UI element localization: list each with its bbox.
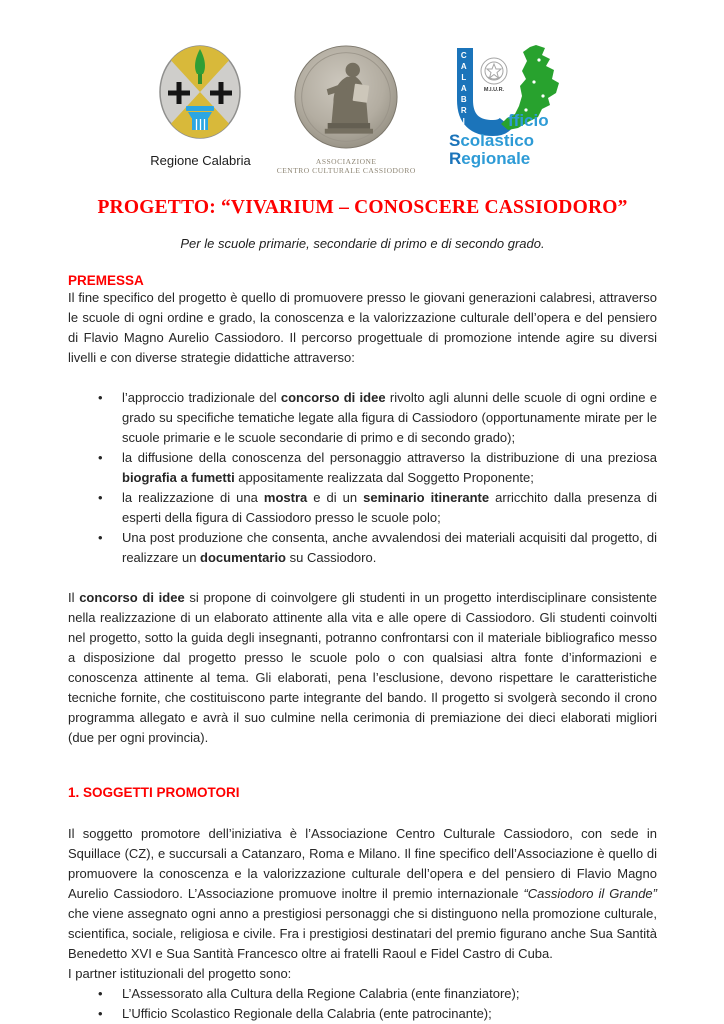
strategie-list	[68, 388, 657, 568]
logo-row	[0, 0, 724, 176]
logo-centro-culturale-cassiodoro	[277, 44, 416, 176]
svg-text:Regionale	[449, 149, 530, 168]
cassiodoro-medallion-icon	[293, 44, 399, 150]
soggetti-heading: 1. SOGGETTI PROMOTORI	[68, 785, 240, 800]
list-item-concorso: • l’approccio tradizionale del concorso di idee rivolto agli alunni delle scuole di ogni ordine e grado su specifiche tematiche legate alla figura di Cassiodoro (opportunamente mirate per le scuole primarie e le scuole secondarie di primo e di secondo grado);	[122, 388, 657, 448]
miur-label: M.I.U.R.	[483, 87, 504, 93]
premessa-intro-paragraph: Il fine specifico del progetto è quello di promuovere presso le giovani generazioni calabresi, attraverso le scuole di ogni ordine e grado, la conoscenza e la valorizzazione culturale dell’opera e del pensiero di Flavio Magno Aurelio Cassiodoro. Il percorso progettuale di promozione intende agire su diversi livelli e con diverse strategie didattiche attraverso:	[68, 290, 657, 365]
regione-calabria-caption: Regione Calabria	[150, 153, 251, 168]
associazione-caption-line2: CENTRO CULTURALE CASSIODORO	[276, 166, 416, 176]
logo-regione-calabria	[150, 44, 250, 168]
list-item-assessorato: • L’Assessorato alla Cultura della Regione Calabria (ente finanziatore);	[122, 984, 657, 1004]
regione-calabria-crest-icon	[156, 44, 244, 144]
list-item-biografia: • la diffusione della conoscenza del personaggio attraverso la distribuzione di una preziosa biografia a fumetti appositamente realizzata dal Soggetto Proponente;	[122, 448, 657, 488]
partners-intro: I partner istituzionali del progetto sono:	[68, 966, 292, 981]
document-subtitle: Per le scuole primarie, secondarie di primo e di secondo grado.	[180, 236, 545, 251]
concorso-paragraph: Il concorso di idee si propone di coinvolgere gli studenti in un progetto interdisciplinare consistente nella realizzazione di un elaborato attinente alla vita e alle opere di Cassiodoro. Gli studenti coinvolti nel progetto, sotto la guida degli insegnanti, potranno confrontarsi con il materiale bibliografico messo a disposizione dal progetto presso le scuole polo o con qualsiasi altra fonte d’informazioni e conoscenza attinente al tema. Gli elaborati, pena l’esclusione, devono rispettare le caratteristiche tecniche fornite, che costituiscono parte integrante del bando. Il progetto si svolgerà secondo il crono programma allegato e avrà il suo culmine nella cerimonia di premiazione dei dieci elaborati migliori (due per ogni provincia).	[68, 590, 657, 745]
usr-word-ufficio: fficio	[507, 111, 549, 130]
soggetti-paragraph: Il soggetto promotore dell’iniziativa è l’Associazione Centro Culturale Cassiodoro, con sede in Squillace (CZ), e succursali a Catanzaro, Roma e Milano. Il fine specifico dell’Associazione è quello di promuovere la conoscenza e la valorizzazione culturale dell’opera e del pensiero di Flavio Magno Aurelio Cassiodoro. L’Associazione promuove inoltre il premio internazionale “Cassiodoro il Grande” che viene assegnato ogni anno a prestigiosi personaggi che si distinguono nella promozione culturale, scientifica, sociale, religiosa e civile. Fra i prestigiosi destinatari del premio figurano anche Sua Santità Benedetto XVI e Sua Santità Francesco oltre ai fratelli Raoul e Fidel Castro di Cuba.	[68, 826, 657, 961]
usr-word-regionale: egionale	[461, 149, 531, 168]
usr-word-scolastico: colastico	[460, 131, 534, 150]
usr-calabria-band-label: CALABRIA	[459, 51, 469, 139]
usr-word-regionale-cap: R	[448, 149, 462, 168]
document-title: PROGETTO: “VIVARIUM – CONOSCERE CASSIODORO”	[97, 197, 628, 218]
premessa-heading: PREMESSA	[68, 273, 144, 288]
associazione-caption	[277, 157, 416, 176]
list-item-documentario: • Una post produzione che consenta, anche avvalendosi dei materiali acquisiti dal progetto, di realizzare un documentario su Cassiodoro.	[122, 528, 657, 568]
usr-word-scolastico-cap: S	[448, 131, 461, 150]
list-item-ufficio-scolastico: • L’Ufficio Scolastico Regionale della Calabria (ente patrocinante);	[122, 1004, 657, 1024]
document-content	[68, 197, 657, 1024]
list-item-mostra: • la realizzazione di una mostra e di un seminario itinerante arricchito dalla presenza di esperti della figura di Cassiodoro presso le scuole polo;	[122, 488, 657, 528]
logo-ufficio-scolastico-regionale	[442, 44, 574, 168]
associazione-caption-line1: ASSOCIAZIONE	[315, 157, 377, 166]
partners-list	[68, 984, 657, 1024]
